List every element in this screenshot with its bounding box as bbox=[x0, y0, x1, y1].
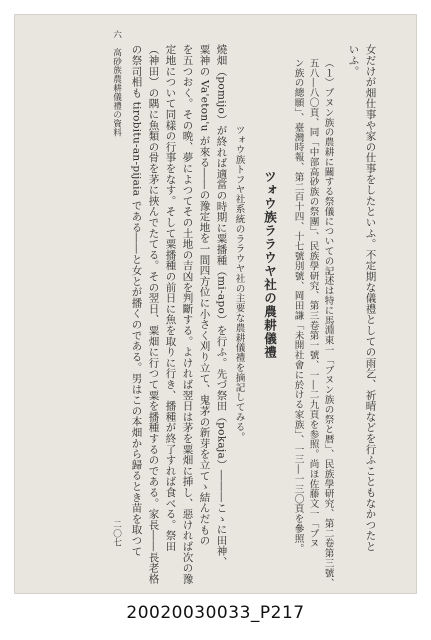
text-column-body: いふ。 bbox=[347, 44, 360, 77]
text-column-body: 定地について同樣の行事をなす。そして粟播種の前日に魚を取りに行き、播種が終了すれば食べる。祭田 bbox=[164, 44, 177, 552]
text-column-subhead: ツォウ族トフヤ社系統のララウヤ社の主要な農耕儀禮を摘記してみる。 bbox=[233, 125, 245, 442]
text-column-body: 女だけが畑仕事や家の仕事をしたといふ。不定期な儀禮としての雨乞、祈晴などを行ふこともなかつたと bbox=[364, 44, 377, 552]
text-column-body: の祭司相も tirobitu-an-pijaia である――と女とが播くのである。男はこの本畑から歸るとき苗を取つて bbox=[130, 44, 143, 557]
text-column-page-left: 六 高砂族農耕儀禮の資料 bbox=[111, 30, 122, 137]
page-title: 20020030033_P217 bbox=[126, 603, 305, 623]
text-column-body: 粟神の Va'eton'u が來る――の豫定地を一間四方位に小さく刈り立て、鬼茅の新芽を立てゝ結んだもの bbox=[198, 44, 211, 546]
text-column-body: を五つおく。その晩、夢によつてその土地の吉凶を判斷する。よければ翌日は茅を粟畑に挿し、惡ければ次の豫 bbox=[181, 44, 194, 584]
text-column-note: （１）ブヌン族の農耕に關する祭儀についての記述は特に馬淵東一「ブヌン族の祭と暦」、民族學研究、第二卷第三號、 bbox=[322, 58, 334, 588]
text-column-page-right: 二〇七 bbox=[111, 520, 122, 547]
text-column-note: ン族の總願」、臺灣時報、第二百十四、十七號別號、岡田謙「未開社會に於ける家族」、一三―一三〇頁を參照。 bbox=[292, 58, 304, 554]
text-column-body: （神田）の隅に魚類の骨を茅に挾んでたてる。その翌日、粟畑に行つて粟を播種するのである。家長――長老格 bbox=[147, 44, 160, 584]
text-column-body: 燒畑（pomijo）が終れば適當の時期に粟播種（mi-apo）を行ふ。先づ祭田（pokaja）―――こゝに田神、 bbox=[215, 44, 228, 568]
text-column-heading: ツォウ族ララウヤ社の農耕儀禮 bbox=[262, 170, 278, 359]
text-column-note: 五八―八〇頁、同「中部高砂族の祭團」、民族學研究、第三卷第一號、一―二九頁を参照。尚ほ佐藤文一「ブヌ bbox=[307, 58, 319, 549]
